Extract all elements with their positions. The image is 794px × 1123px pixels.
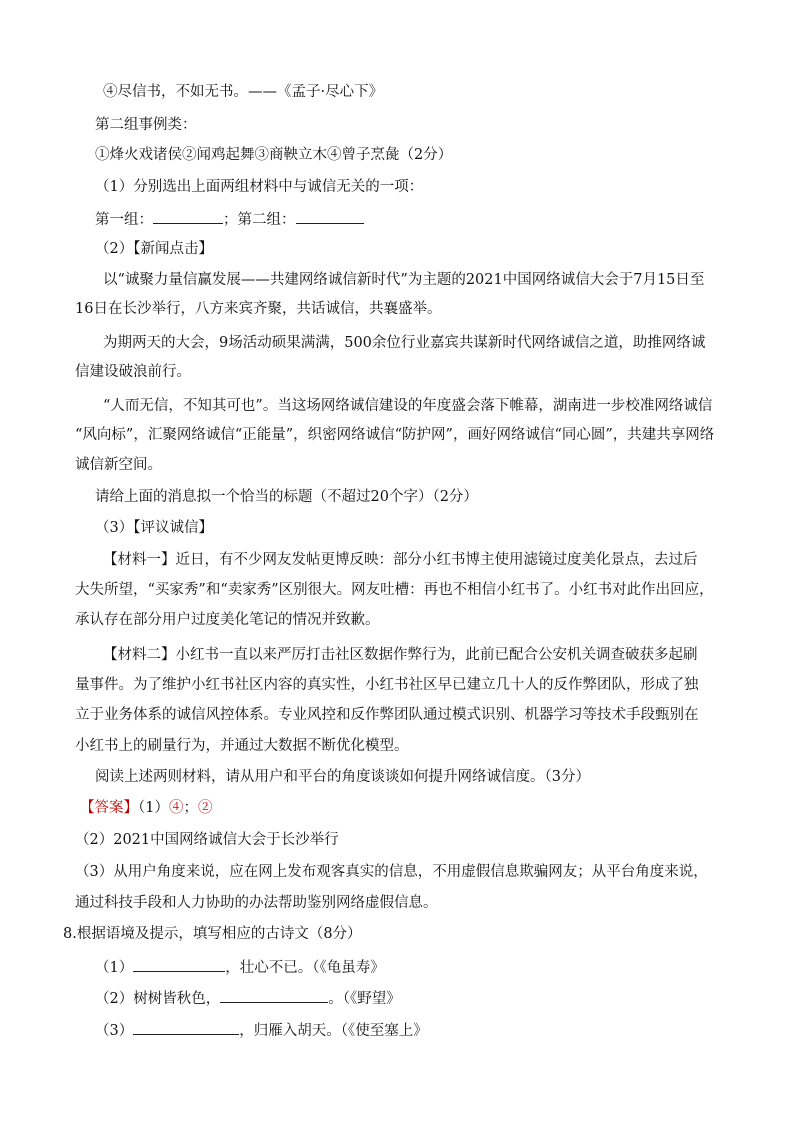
q8-item2-suffix: 。（《野望》: [328, 991, 401, 1007]
q8-item2-prefix: （2）树树皆秋色，: [95, 991, 221, 1007]
group2-items: ①烽火戏诸侯②闻鸡起舞③商鞅立木④曾子烹彘（2分）: [95, 147, 453, 163]
material2-line4: 小红书上的刷量行为，并通过大数据不断优化模型。: [75, 738, 409, 754]
q8-item3-suffix: ，归雁入胡天。（《使至塞上》: [239, 1023, 428, 1039]
sub1-answer-line: [95, 208, 364, 230]
news-p1-line2: 16日在长沙举行，八方来宾齐聚，共话诚信，共襄盛举。: [75, 301, 442, 317]
answer-line2: （2）2021中国网络诚信大会于长沙举行: [75, 832, 339, 848]
answer-line3b: 通过科技手段和人力协助的办法帮助鉴别网络虚假信息。: [75, 895, 438, 911]
answer-tag: 【答案】: [80, 800, 138, 816]
group2-header: 第二组事例类：: [95, 117, 197, 133]
q8-item2: [95, 987, 401, 1009]
material1-line2: 大失所望，“买家秀”和“卖家秀”区别很大。网友吐槽：再也不相信小红书了。小红书对此作出回应，: [75, 582, 714, 598]
sub3-header: （3）【评议诚信】: [95, 520, 213, 536]
q8-item1: [95, 956, 385, 978]
q8-item3: [95, 1019, 428, 1041]
q8-item1-blank: [133, 956, 225, 972]
news-p3-line3: 诚信新空间。: [75, 457, 162, 473]
q8-item1-prefix: （1）: [95, 960, 134, 976]
group2-label: ；第二组：: [223, 212, 296, 228]
news-p2-line2: 信建设破浪前行。: [75, 364, 191, 380]
news-p2-line1: 为期两天的大会，9场活动硕果满满，500余位行业嘉宾共谋新时代网络诚信之道，助推网络诚: [103, 335, 706, 351]
sub1-prompt: （1）分别选出上面两组材料中与诚信无关的一项：: [95, 179, 424, 195]
quote-item-4: ④尽信书，不如无书。——《孟子·尽心下》: [103, 84, 384, 100]
news-p1-line1: 以“诚聚力量信赢发展——共建网络诚信新时代”为主题的2021中国网络诚信大会于7月15日至: [103, 272, 705, 288]
group1-label: 第一组：: [95, 212, 153, 228]
answer-line1: [80, 798, 212, 818]
q8-item3-prefix: （3）: [95, 1023, 134, 1039]
answer1-choice-a: ④: [168, 800, 184, 816]
group1-blank: [153, 208, 223, 224]
answer-line3a: （3）从用户角度来说，应在网上发布观客真实的信息，不用虚假信息欺骗网友；从平台角度来说，: [75, 864, 708, 880]
group2-blank: [296, 208, 364, 224]
answer1-choice-b: ②: [197, 800, 213, 816]
sub2-question: 请给上面的消息拟一个恰当的标题（不超过20个字）（2分）: [95, 489, 478, 505]
material2-line3: 立于业务体系的诚信风控体系。专业风控和反作弊团队通过模式识别、机器学习等技术手段甄别在: [75, 707, 699, 723]
q8-item1-suffix: ，壮心不已。（《龟虽寿》: [225, 960, 385, 976]
material1-line1: 【材料一】近日，有不少网友发帖更博反映：部分小红书博主使用滤镜过度美化景点，去过后: [103, 552, 698, 568]
news-p3-line2: “风向标”，汇聚网络诚信“正能量”，织密网络诚信“防护网”，画好网络诚信“同心圆”，共建共享网络: [75, 427, 715, 443]
sub2-header: （2）【新闻点击】: [95, 241, 213, 257]
material1-line3: 承认存在部分用户过度美化笔记的情况并致歉。: [75, 612, 380, 628]
question8-header: 8.根据语境及提示，填写相应的古诗文（8分）: [63, 926, 362, 942]
material2-line1: 【材料二】小红书一直以来严厉打击社区数据作弊行为，此前已配合公安机关调查破获多起刷: [103, 647, 698, 663]
answer1-prefix: （1）: [138, 800, 169, 816]
sub3-question: 阅读上述两则材料，请从用户和平台的角度谈谈如何提升网络诚信度。（3分）: [95, 769, 590, 785]
news-p3-line1: “人而无信，不知其可也”。当这场网络诚信建设的年度盛会落下帷幕，湖南进一步校准网络诚信: [103, 398, 713, 414]
q8-item2-blank: [220, 987, 328, 1003]
answer1-sep: ；: [183, 800, 198, 816]
q8-item3-blank: [133, 1019, 239, 1035]
material2-line2: 量事件。为了维护小红书社区内容的真实性，小红书社区早已建立几十人的反作弊团队，形成了独: [75, 677, 699, 693]
